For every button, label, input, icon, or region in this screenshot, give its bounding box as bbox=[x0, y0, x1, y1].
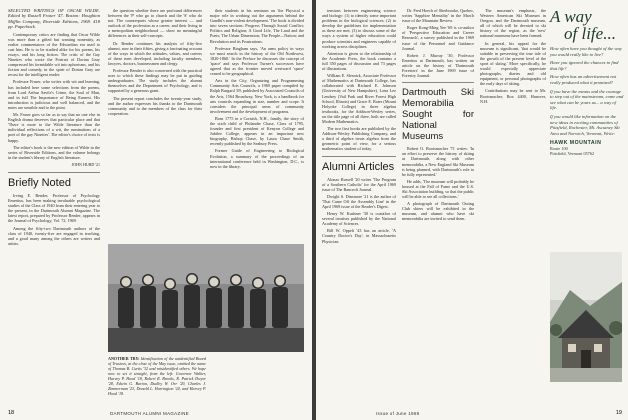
ad-house-graphic bbox=[550, 252, 622, 382]
review-byline: JOHN HURD '21 bbox=[71, 161, 100, 167]
alumni-paragraph: Henry W. Kushner '30 is coauthor of several treatises published by the National Academy of Sciences. bbox=[322, 211, 396, 227]
body-paragraph: The present report concludes the twenty-year study, and the author expresses his thanks to the Dartmouth community and to the members of the class for their cooperation. bbox=[108, 95, 202, 116]
alumni-articles-heading: Alumni Articles bbox=[322, 160, 395, 173]
trustees-photo-graphic bbox=[108, 244, 304, 352]
review-paragraph: Mr. Fraser goes so far as to say that no one else in English drama deserves that particular place and that 'There is more to the Wilde literature than the individual reflections of a wit, the ruminations of a poet of the gay Nineties'. The editor's choice of texts is happy. bbox=[8, 112, 100, 143]
ad-address-line: Pittsfield, Vermont 05762 bbox=[550, 151, 595, 157]
body-paragraph: Contributions may be sent to Mr. Bootsmacher, Box 4400, Hanover, N.H. bbox=[480, 88, 546, 104]
body-paragraph: Arts in the City, Organizing and Programming Community Arts Councils, a 1969 paper compiled by Ralph Burgard '49, published by Associated Councils of the Arts, 1564 Broadway, New York, is a handbook for arts councils expanding in size, number and scope. It considers the principal areas of community involvement and the development of programs. bbox=[210, 78, 304, 114]
divider bbox=[322, 156, 396, 157]
page-number-right: 19 bbox=[615, 410, 622, 416]
caption-text: Identification of the unidentified Board of Trustees, at the close of the May issue, omitted the name of Thomas B. Curtis '32 and misidentified others. We hope now to set it straight, from the left: Governor Walker, Harvey P. Hood '18, Robert R. Brooks, R. Patrick Dwyer '28, Edwin G. Barton, Dudley W. Orr '29, Charles J. Zimmerman '23, Donald L. Harrington '24, and Harvey P. Hood '18. bbox=[108, 356, 206, 396]
ski-paragraph: Robert O. Bootsmacher '71 writes: 'In an effort to preserve the history of skiing at Dartmouth, along with other memorabilia, a New England Ski Museum is being planned, with Dartmouth's role to be fully represented.' bbox=[402, 146, 474, 177]
ski-paragraph: A photograph of Dartmouth Outing Club skiers will be exhibited in the museum, and alumni who have ski memorabilia are invited to send them. bbox=[402, 201, 474, 222]
ad-question: Have you ignored the chances to find that life? bbox=[550, 60, 619, 71]
left-column-1 bbox=[8, 8, 100, 408]
magazine-footer: DARTMOUTH ALUMNI MAGAZINE bbox=[110, 411, 189, 416]
review-paragraph: The editor's book is the new edition of Wilde in the series of Riverside Editions, and the volume belongs in the student's library of English literature. bbox=[8, 144, 100, 160]
body-paragraph: Professor Bender is also concerned with the practical uses to which these findings may be put in guiding undergraduates. The study includes the alumni themselves and the Department of Psychology, and is supported by a generous grant. bbox=[108, 68, 202, 94]
ad-address-line: Route 100 bbox=[550, 146, 568, 152]
right-column-2 bbox=[402, 8, 474, 408]
right-column-3 bbox=[480, 8, 546, 408]
hawk-mountain-ad bbox=[550, 8, 624, 208]
body-paragraph: their students in his seminars on 'the Physical a major role in working out the arguments behind the Gandhi's non-violent development.' The book is divided into seven sections: Progress Through Social Conflict; Politics and Religion; A Good Life, The Land and the Poets; The Urban Dimension; The People—Nation; and Revolution and its Frustrations. bbox=[210, 8, 304, 44]
ad-house-photo bbox=[550, 252, 622, 382]
body-paragraph: Attention is given to the relationship of the Academic Press, the book contains a full 350 pages of discussion and 73 pages of illustrations. bbox=[322, 50, 396, 72]
alumni-paragraph: Dwight S. Dinsmore '21 is the author of 'That Came Off the Assembly Line' in the April 1969 issue of the Reader's Digest. bbox=[322, 193, 396, 209]
ski-paragraph: He adds, 'The museum will probably be housed at the Fall of Fame and the U.S. Ski Association building, so that the public will be able to see all collections.' bbox=[402, 178, 474, 200]
briefly-noted-heading: Briefly Noted bbox=[8, 176, 71, 189]
review-paragraph: Contemporary critics are finding that Oscar Wilde was more than a gifted but wanting nonentity, as earlier commentators of the Edwardian era used to cast him. He is to be studied alike for his poems, his essays, and his long fiction. The critic of the Gay Nineties who wrote the Portrait of Dorian Gray compressed his formidable wit into aphorisms, and his fiction and comedy, in the spirit of Dorian Gray are recast for the intelligent reader. bbox=[8, 31, 100, 78]
caption-lead: ANOTHER TRY: bbox=[108, 356, 140, 361]
review-paragraph: Professor Fraser, who writes with wit and learning, has included here some selections from the poems, from Lord Arthur Savile's Crime, the Soul of Man, and in full The Importance of Being Earnest. His introduction is judicious and well balanced, and the notes are sensible and to the point. bbox=[8, 79, 100, 110]
issue-line: Issue of June 1969 bbox=[376, 411, 420, 416]
page-number-left: 18 bbox=[8, 410, 15, 416]
body-paragraph: Dr. Fred Hoech of Sherbrooke, Quebec, writes 'Sapphire Mentality' in the March issue of the Mountain Review. bbox=[402, 8, 474, 24]
right-page bbox=[316, 0, 628, 420]
body-paragraph: Born 1775 in a Cornish, N.H., family, the story of the sixth child of Philander Chase, Class of 1795, founder and first president of Kenyon College and Jubilee College, appears in an important new biography, Bishop Chase, by Laura Chase Smith, recently published by the Seabury Press. bbox=[210, 115, 304, 147]
body-paragraph: Dr. Bender continues his analysis of fifty-five alumni, now in their fifties, giving a fascinating account of the ways in which the attitudes, values, and careers of these men developed, including faculty members, lawyers, doctors, businessmen and clergy. bbox=[108, 40, 202, 66]
brief-paragraph: Among the fifty-two Dartmouth authors of the class of 1940, twenty-five are engaged in teaching, and a good many among the others are writers and artists. bbox=[8, 225, 100, 246]
trustees-caption bbox=[108, 356, 206, 412]
book-title: SELECTED WRITINGS OF OSCAR WILDE. Edited by Russell Fraser '47. Boston: Houghton Mifflin Company, Riverside Editions, 1969. 418 pp. Paperback. bbox=[8, 8, 100, 30]
ski-memorabilia-heading: Dartmouth Ski Memorabilia Sought for National Museums bbox=[402, 87, 474, 143]
body-paragraph: William E. Slesnick, Associate Professor of Mathematics at Dartmouth College, has collaborated with Richard E. Johnson (University of New Hampshire), Lona Lee Lendsey (Vail Park and River Forest High School, Illinois) and Grace E. Bates (Mount Holyoke College) in three algebra textbooks, for the Addison-Wesley series, on the title page of all three, both are called Modern Mathematics. bbox=[322, 73, 396, 124]
body-paragraph: In general, his appeal for the museum is significant, 'that would be suitable in preserving the true tale of the growth of the present level of the sport of skiing.' More specifically, he would especially appreciate photographs, diaries and old equipment, or personal photographs of the early days of skiing. bbox=[480, 40, 546, 87]
body-paragraph: the question whether there are profound differences between the 'P' who go to church and the 'S' who do not. The counterparts whose greater interest — and outlook of the profession as a career, and their living in a metropolitan neighborhood — show no meaningful differences in their self-concepts. bbox=[108, 8, 202, 39]
ad-question: If you have the means and the courage to step out of the mainstream, come and see what can be yours as... a way of life. bbox=[550, 88, 624, 111]
right-column-1 bbox=[322, 8, 396, 408]
ad-title-line1: A way bbox=[550, 7, 592, 26]
ad-question: If you would like information on the new ideas in exciting communities of Pittsfield, Rochester, Mt. Ascutney Ski Area and Norwich, Vermont, Write: bbox=[550, 113, 620, 136]
trustees-photo bbox=[108, 244, 304, 352]
left-page bbox=[0, 0, 312, 420]
body-paragraph: The museum's emphasis, the Western American Ski Museum in Oregon, and the Dartmouth museum, all of which will be devoted to ski history of the region, as the 'new' national museums have been formed. bbox=[480, 8, 546, 39]
ad-title bbox=[550, 8, 624, 42]
ad-question: How often have you thought of the way you would really like to live? bbox=[550, 46, 622, 57]
ad-question: How often has an advertisement not really produced what it promised? bbox=[550, 74, 617, 85]
body-paragraph: The two first books are published by the Addison-Wesley Publishing Company, and a third of algebra treats algebra from the geometric point of view, for a serious mathematics student of today. bbox=[322, 126, 396, 152]
alumni-paragraph: Alonzo Russell '20 writes 'The Program of a Southern Catholic' for the April 1969 issue of The Bancroft Journal. bbox=[322, 176, 396, 192]
ad-title-line2: of life... bbox=[564, 24, 616, 43]
body-paragraph: tensions between engineering science and biology: (1) to identify some important problems in the biological sciences; (2) to develop the guidelines for implementation as these are met; (3) to discuss some of the ways a system of higher education could produce scientists and engineers capable of working across disciplines. bbox=[322, 8, 396, 49]
body-paragraph: Former Guide of Engineering to Biological Evolution, a summary of the proceedings of an international conference held in Washington, D.C., is now in the library. bbox=[210, 148, 304, 169]
body-paragraph: Professor Bingham says, 'An arms policy in ways we must search in the history of the Old Northwest, 1820-1860.' In the Preface he discusses the concept of 'space' and says Professor Turner's successors have agreed that as the frontier moved westward 'space' ceased to be geographical. bbox=[210, 45, 304, 77]
alumni-paragraph: Bill W. Oppelt '43 has an article, 'A Country Doctor's Day', in Massachusetts Physician. bbox=[322, 228, 396, 244]
left-column-2 bbox=[108, 8, 202, 240]
body-paragraph: Robert J. Murray '30, Professor Emeritus at Dartmouth, has written an article on the history of 'Dartmouth Foresters' in the June 1969 issue of Forestry Journal. bbox=[402, 52, 474, 79]
ad-company: HAWK MOUNTAIN bbox=[550, 140, 602, 147]
body-paragraph: Roger Kong-Ming Yee '69 is co-author of 'Perspective Education and Career Research', a survey published in the 1969 issue of the Personnel and Guidance Journal. bbox=[402, 25, 474, 51]
divider bbox=[402, 82, 474, 83]
brief-paragraph: Irving E. Bender, Professor of Psychology Emeritus, has been making invaluable psychological studies of the Class of 1940 from their entering year to the present, in the Dartmouth Alumni Magazine. The latest report, prepared by Professor Bender, appears in the Journal of Psychology, Vol. 72, 1969. bbox=[8, 192, 100, 224]
divider bbox=[8, 172, 100, 173]
